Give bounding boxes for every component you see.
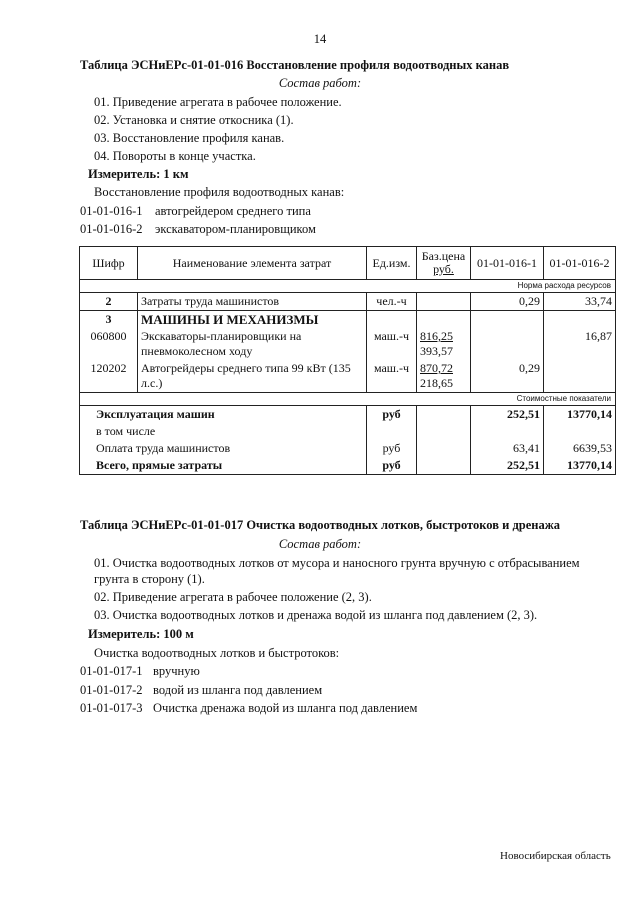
price-value: 870,72 (420, 361, 453, 375)
table-row (80, 311, 616, 329)
cell-code: 060800 (80, 328, 138, 360)
cost-unit: руб (367, 457, 417, 475)
meter-017: Измеритель: 100 м (88, 627, 194, 641)
header-price-line2: руб. (433, 262, 454, 276)
cost-v2: 13770,14 (544, 406, 616, 424)
work-item: 01. Очистка водоотводных лотков от мусора и наносного грунта вручную с отбрасыванием (94, 556, 580, 570)
meter-016: Измеритель: 1 км (88, 167, 189, 181)
price-value: 816,25 (420, 329, 453, 343)
table-row (80, 328, 616, 360)
header-price-line1: Баз.цена (421, 249, 466, 263)
cost-name: Всего, прямые затраты (80, 457, 367, 475)
cell-price (417, 328, 471, 360)
cost-v2: 6639,53 (544, 440, 616, 457)
table-row (80, 440, 616, 457)
cell-empty (471, 311, 544, 329)
cost-v2: 13770,14 (544, 457, 616, 475)
footer-region: Новосибирская область (500, 850, 611, 862)
cell-v1: 0,29 (471, 360, 544, 393)
wage-value: 393,57 (420, 344, 453, 358)
item-code: 01-01-017-1 (80, 664, 143, 678)
cell-section-title: МАШИНЫ И МЕХАНИЗМЫ (138, 311, 367, 329)
header-unit: Ед.изм. (367, 247, 417, 280)
item-text: водой из шланга под давлением (153, 683, 323, 697)
header-price (417, 247, 471, 280)
cell-unit: маш.-ч (367, 360, 417, 393)
cell-empty (417, 457, 471, 475)
cell-v1 (471, 328, 544, 360)
note-row (80, 393, 616, 406)
table-row (80, 423, 616, 440)
header-name: Наименование элемента затрат (138, 247, 367, 280)
item-text: автогрейдером среднего типа (155, 204, 311, 218)
work-item-cont: грунта в сторону (1). (94, 572, 205, 586)
item-text: экскаватором-планировщиком (155, 222, 316, 236)
cell-price (417, 293, 471, 311)
cell-unit: чел.-ч (367, 293, 417, 311)
cost-name: Оплата труда машинистов (80, 440, 367, 457)
item-text: вручную (153, 664, 200, 678)
cell-empty (417, 311, 471, 329)
cell-code: 120202 (80, 360, 138, 393)
note-cost: Стоимостные показатели (80, 393, 616, 406)
work-item: 01. Приведение агрегата в рабочее положение. (94, 95, 342, 109)
intro-016: Восстановление профиля водоотводных канав: (94, 185, 345, 199)
cost-v1: 63,41 (471, 440, 544, 457)
cell-empty (417, 440, 471, 457)
cell-empty (367, 311, 417, 329)
resource-table (79, 246, 616, 475)
cell-empty (544, 311, 616, 329)
cell-empty (417, 423, 471, 440)
cell-name: Затраты труда машинистов (138, 293, 367, 311)
cell-empty (544, 423, 616, 440)
page-number: 14 (313, 32, 327, 46)
cost-v1: 252,51 (471, 457, 544, 475)
intro-017: Очистка водоотводных лотков и быстротоков: (94, 646, 340, 660)
note-row (80, 280, 616, 293)
cell-empty (367, 423, 417, 440)
item-code: 01-01-017-2 (80, 683, 143, 697)
cell-empty (417, 406, 471, 424)
cell-code: 3 (80, 311, 138, 329)
cell-empty (471, 423, 544, 440)
table-row (80, 360, 616, 393)
cell-v2: 33,74 (544, 293, 616, 311)
work-item: 02. Установка и снятие откосника (1). (94, 113, 294, 127)
work-item: 02. Приведение агрегата в рабочее положение (2, 3). (94, 590, 372, 604)
cost-name: в том числе (80, 423, 367, 440)
cell-name: Автогрейдеры среднего типа 99 кВт (135 л.с.) (138, 360, 367, 393)
work-item: 03. Очистка водоотводных лотков и дренажа водой из шланга под давлением (2, 3). (94, 608, 538, 622)
item-code: 01-01-017-3 (80, 701, 143, 715)
table-row (80, 293, 616, 311)
works-heading-016: Состав работ: (278, 76, 362, 90)
cell-name: Экскаваторы-планировщики на пневмоколесном ходу (138, 328, 367, 360)
cell-unit: маш.-ч (367, 328, 417, 360)
item-text: Очистка дренажа водой из шланга под давлением (153, 701, 418, 715)
cost-unit: руб (367, 440, 417, 457)
cell-price (417, 360, 471, 393)
work-item: 04. Повороты в конце участка. (94, 149, 256, 163)
header-col1: 01-01-016-1 (471, 247, 544, 280)
cost-v1: 252,51 (471, 406, 544, 424)
table-title-016: Таблица ЭСНиЕРс-01-01-016 Восстановление профиля водоотводных канав (80, 58, 510, 72)
item-code: 01-01-016-2 (80, 222, 143, 236)
cell-v2 (544, 360, 616, 393)
table-title-017: Таблица ЭСНиЕРс-01-01-017 Очистка водоотводных лотков, быстротоков и дренажа (80, 518, 561, 532)
header-code: Шифр (80, 247, 138, 280)
cell-v2: 16,87 (544, 328, 616, 360)
wage-value: 218,65 (420, 376, 453, 390)
header-col2: 01-01-016-2 (544, 247, 616, 280)
cost-name: Эксплуатация машин (80, 406, 367, 424)
work-item: 03. Восстановление профиля канав. (94, 131, 285, 145)
item-code: 01-01-016-1 (80, 204, 143, 218)
table-row (80, 457, 616, 475)
cell-v1: 0,29 (471, 293, 544, 311)
table-row (80, 406, 616, 424)
cell-code: 2 (80, 293, 138, 311)
table-header-row (80, 247, 616, 280)
works-heading-017: Состав работ: (278, 537, 362, 551)
cost-unit: руб (367, 406, 417, 424)
note-resources: Норма расхода ресурсов (80, 280, 616, 293)
